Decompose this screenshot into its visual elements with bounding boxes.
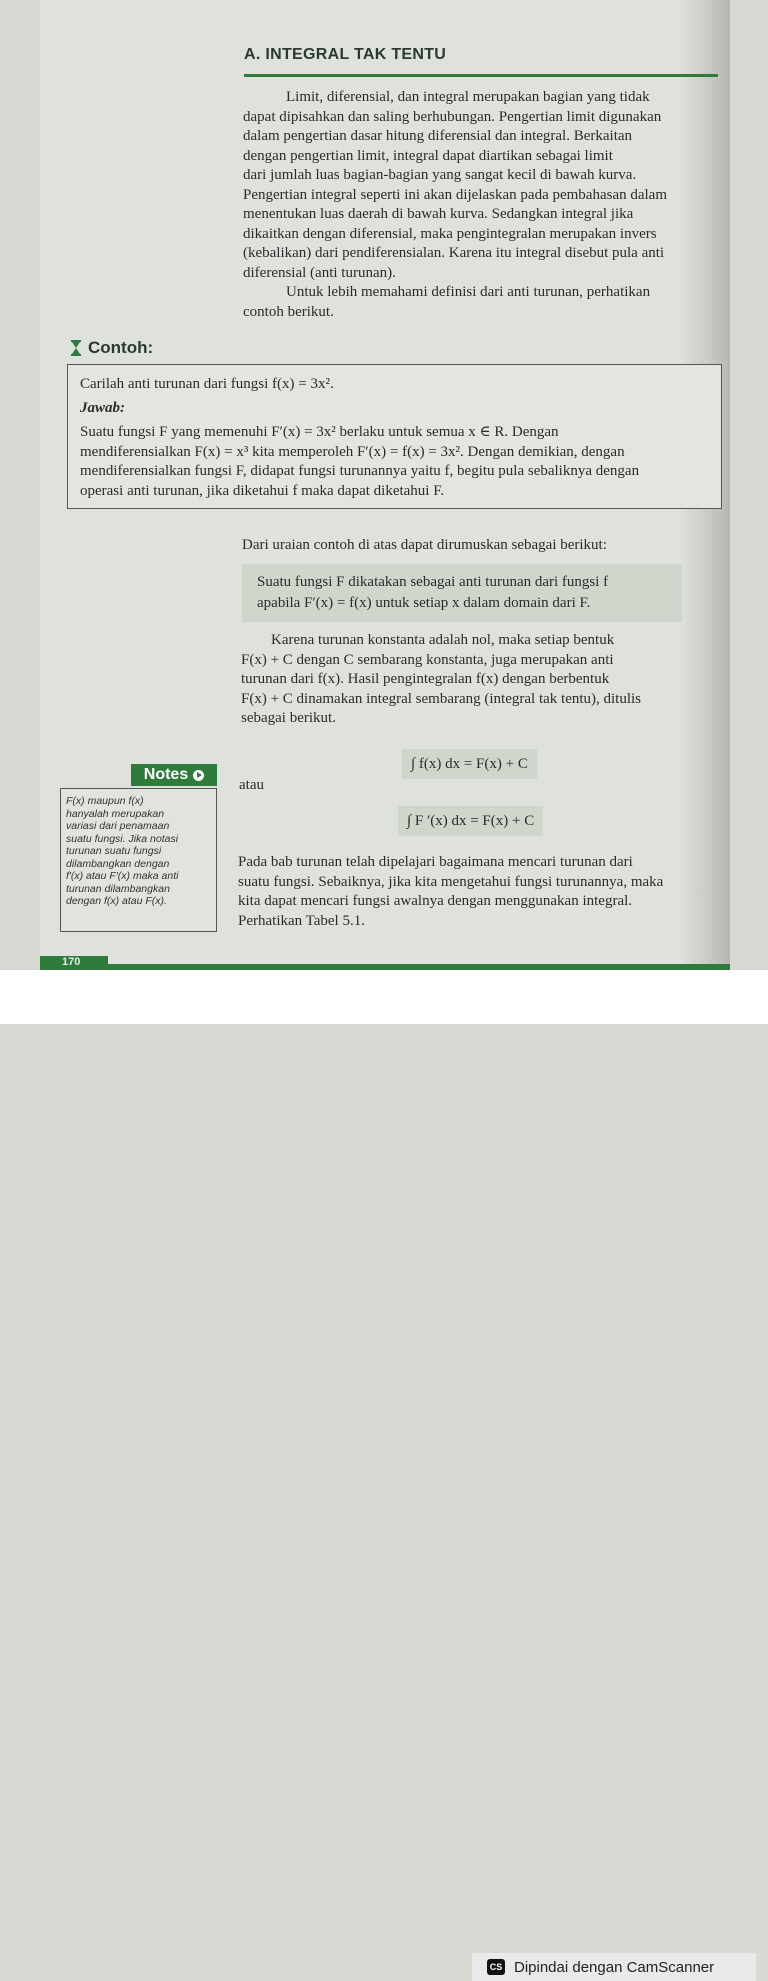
text-line: mendiferensialkan F(x) = x³ kita memperoleh F′(x) = f(x) = 3x². Dengan demikian, dengan (80, 443, 625, 460)
text-line: Untuk lebih memahami definisi dari anti turunan, perhatikan (286, 284, 651, 300)
definition-text (257, 572, 682, 614)
text-line: dapat dipisahkan dan saling berhubungan. Pengertian limit digunakan (243, 108, 662, 125)
text-line: contoh berikut. (243, 303, 334, 320)
text-line: F(x) maupun f(x) (66, 795, 144, 807)
text-line: turunan dari f(x). Hasil pengintegralan f(x) dengan berbentuk (241, 671, 610, 687)
play-arrow-icon (193, 770, 204, 781)
text-line: Karena turunan konstanta adalah nol, maka setiap bentuk (271, 632, 615, 648)
text-line: dalam pengertian dasar hitung diferensial dan integral. Berkaitan (243, 128, 633, 144)
text-line: dengan pengertian limit, integral dapat diartikan sebagai limit (243, 147, 613, 164)
text-line: suatu fungsi. Sebaiknya, jika kita mengetahui fungsi turunannya, maka (238, 873, 664, 890)
answer-text (80, 423, 716, 501)
page-number: 170 (62, 956, 81, 968)
notes-label: Notes (143, 766, 189, 783)
example-heading (70, 338, 153, 358)
notes-box (60, 788, 217, 932)
formula-connector: atau (239, 777, 264, 793)
example-heading-label: Contoh: (88, 338, 154, 357)
text-line: suatu fungsi. Jika notasi (66, 832, 179, 845)
text-line: (kebalikan) dari pendiferensialan. Karena itu integral disebut pula anti (243, 245, 665, 261)
text-line: dengan f(x) atau F(x). (66, 895, 167, 907)
text-line: mendiferensialkan fungsi F, didapat fungsi turunannya yaitu f, begitu pula sebaliknya dengan (80, 463, 640, 479)
text-line: f′(x) atau F′(x) maka anti (66, 870, 179, 882)
section-title: A. INTEGRAL TAK TENTU (244, 46, 447, 63)
text-line: sebagai berikut. (241, 710, 336, 726)
text-line: dilambangkan dengan (66, 857, 170, 870)
text-line: Limit, diferensial, dan integral merupakan bagian yang tidak (286, 89, 650, 105)
answer-label: Jawab: (80, 400, 125, 416)
text-line: turunan suatu fungsi (66, 845, 162, 857)
integral-formula-2: ∫ F ′(x) dx = F(x) + C (398, 806, 543, 836)
text-line: operasi anti turunan, jika diketahui f maka dapat diketahui F. (80, 482, 445, 499)
explanation-paragraph (241, 631, 719, 729)
scan-footer (0, 970, 768, 1976)
text-line: F(x) + C dinamakan integral sembarang (integral tak tentu), ditulis (241, 690, 642, 707)
text-line: Perhatikan Tabel 5.1. (238, 912, 365, 929)
text-line: diferensial (anti turunan). (243, 264, 396, 281)
hourglass-icon (70, 340, 82, 356)
intro-paragraph (243, 88, 719, 322)
text-line: apabila F′(x) = f(x) untuk setiap x dalam domain dari F. (257, 595, 591, 611)
closing-paragraph (238, 853, 728, 931)
text-line: dari jumlah luas bagian-bagian yang sangat kecil di bawah kurva. (243, 167, 637, 183)
example-question: Carilah anti turunan dari fungsi f(x) = 3x². (80, 376, 334, 392)
text-line: Suatu fungsi F dikatakan sebagai anti turunan dari fungsi f (257, 574, 609, 590)
definition-box (242, 564, 682, 622)
text-line: kita dapat mencari fungsi awalnya dengan menggunakan integral. (238, 893, 633, 909)
title-underline (244, 74, 718, 77)
text-line: menentukan luas daerah di bawah kurva. Sedangkan integral jika (243, 206, 634, 222)
camscanner-badge (472, 1953, 756, 1981)
text-line: Suatu fungsi F yang memenuhi F′(x) = 3x² berlaku untuk semua x ∈ R. Dengan (80, 424, 559, 440)
text-line: turunan dilambangkan (66, 882, 170, 895)
text-line: hanyalah merupakan (66, 807, 165, 820)
summary-sentence: Dari uraian contoh di atas dapat dirumuskan sebagai berikut: (242, 537, 607, 553)
text-line: Pada bab turunan telah dipelajari bagaimana mencari turunan dari (238, 854, 633, 870)
integral-formula-1: ∫ f(x) dx = F(x) + C (402, 749, 537, 779)
text-line: variasi dari penamaan (66, 820, 170, 832)
camscanner-label: Dipindai dengan CamScanner (514, 1958, 715, 1976)
notes-tab (131, 764, 217, 786)
text-line: F(x) + C dengan C sembarang konstanta, juga merupakan anti (241, 651, 614, 668)
camscanner-logo-icon: CS (487, 1959, 505, 1975)
notes-text (66, 795, 214, 908)
text-line: dikaitkan dengan diferensial, maka pengintegralan merupakan invers (243, 225, 657, 242)
example-box (67, 364, 722, 509)
text-line: Pengertian integral seperti ini akan dijelaskan pada pembahasan dalam (243, 186, 668, 203)
